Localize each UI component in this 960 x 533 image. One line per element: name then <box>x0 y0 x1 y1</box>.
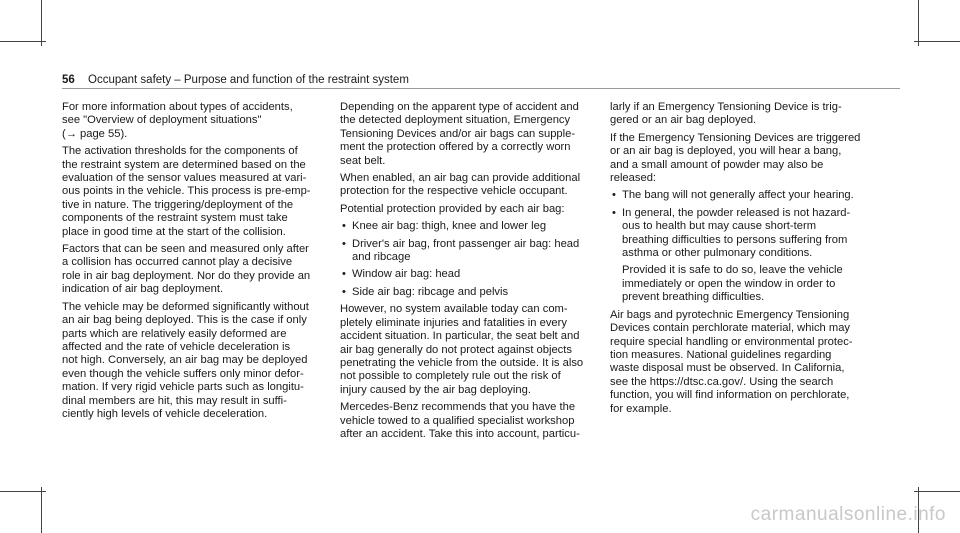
text-line: immediately or open the window in order to <box>622 277 836 290</box>
column-2 <box>340 101 590 441</box>
paragraph <box>340 401 590 441</box>
text-line: • In general, the powder released is not hazard- <box>622 206 851 219</box>
text-line: require special handling or environmental protec- <box>610 335 853 348</box>
watermark: carmanualsonline.info <box>750 504 946 525</box>
text-line: for example. <box>610 402 672 415</box>
text-line: The activation thresholds for the components of <box>62 145 298 158</box>
text-line: accident situation. In particular, the seat belt and <box>340 330 580 343</box>
text-line: Potential protection provided by each air bag: <box>340 202 565 215</box>
text-line: asthma or other pulmonary conditions. <box>622 247 813 260</box>
text-line: If the Emergency Tensioning Devices are triggered <box>610 131 861 144</box>
text-line: However, no system available today can com- <box>340 303 568 316</box>
text-line: Tensioning Devices and/or air bags can supple- <box>340 127 576 140</box>
text-line: penetrating the vehicle from the outside. It is also <box>340 356 584 369</box>
text-line: The vehicle may be deformed significantly without <box>62 300 309 313</box>
text-line: Air bags and pyrotechnic Emergency Tensioning <box>610 308 850 321</box>
text-line: the restraint system are determined based on the <box>62 158 306 171</box>
paragraph <box>610 101 860 128</box>
text-line: Provided it is safe to do so, leave the vehicle <box>622 264 843 277</box>
page-number: 56 <box>62 74 75 86</box>
text-line: seat belt. <box>340 154 386 167</box>
paragraph <box>340 101 590 168</box>
text-line: gered or an air bag deployed. <box>610 114 757 127</box>
text-line: even though the vehicle suffers only minor defor- <box>62 367 304 380</box>
list-item <box>340 220 590 233</box>
indented-paragraph <box>610 264 860 304</box>
text-line: vehicle towed to a qualified specialist workshop <box>340 414 575 427</box>
text-line: (→ page 55). <box>62 127 128 140</box>
text-line: a collision has occurred cannot play a decisive <box>62 256 293 269</box>
text-line: tive in nature. The triggering/deployment of the <box>62 198 294 211</box>
text-line: mation. If very rigid vehicle parts such as longitu- <box>62 381 304 394</box>
crop-mark <box>918 0 919 46</box>
text-line: • Knee air bag: thigh, knee and lower leg <box>352 220 547 233</box>
text-line: see "Overview of deployment situations" <box>62 114 262 127</box>
text-line: released: <box>610 172 657 185</box>
list-item <box>340 268 590 281</box>
header-rule <box>62 88 900 89</box>
text-line: injury caused by the air bag deploying. <box>340 383 531 396</box>
text-line: Factors that can be seen and measured only after <box>62 243 309 256</box>
crop-mark <box>0 491 46 492</box>
text-line: prevent breathing difficulties. <box>622 291 765 304</box>
text-line: dinal members are hit, this may result in suffi- <box>62 394 287 407</box>
text-line: affected and the rate of vehicle deceleration is <box>62 340 291 353</box>
paragraph <box>610 309 860 416</box>
text-line: or an air bag is deployed, you will hear a bang, <box>610 145 842 158</box>
text-line: ment the protection offered by a correctly worn <box>340 141 571 154</box>
text-line: tion measures. National guidelines regarding <box>610 348 832 361</box>
text-line: role in air bag deployment. Nor do they provide an <box>62 269 311 282</box>
text-line: larly if an Emergency Tensioning Device is trig- <box>610 101 842 113</box>
text-line: air bag generally do not protect against objects <box>340 343 572 356</box>
text-line: When enabled, an air bag can provide additional <box>340 172 581 185</box>
list-item <box>610 207 860 261</box>
column-3 <box>610 101 860 416</box>
text-line: after an accident. Take this into account, particu- <box>340 427 580 440</box>
page-header <box>62 74 409 86</box>
text-line: an air bag being deployed. This is the case if only <box>62 314 307 327</box>
paragraph <box>340 172 590 199</box>
text-line: ous points in the vehicle. This process is pre-emp- <box>62 185 311 198</box>
list-item <box>340 238 590 265</box>
text-line: pletely eliminate injuries and fatalities in every <box>340 316 567 329</box>
paragraph <box>62 243 312 297</box>
text-line: and a small amount of powder may also be <box>610 158 824 171</box>
crop-mark <box>41 487 42 533</box>
text-line: indication of air bag deployment. <box>62 283 224 296</box>
list-item <box>340 286 590 299</box>
text-line: For more information about types of accidents, <box>62 101 293 113</box>
text-line: and ribcage <box>352 251 411 264</box>
text-line: see the https://dtsc.ca.gov/. Using the search <box>610 375 834 388</box>
text-line: ciently high levels of vehicle deceleration. <box>62 407 268 420</box>
text-line: waste disposal must be observed. In California, <box>610 362 845 375</box>
text-line: the detected deployment situation, Emergency <box>340 114 571 127</box>
crop-mark <box>41 0 42 46</box>
crop-mark <box>0 41 46 42</box>
text-line: ous to health but may cause short-term <box>622 220 817 233</box>
paragraph <box>340 303 590 397</box>
paragraph <box>610 132 860 186</box>
paragraph <box>340 203 590 216</box>
text-line: not high. Conversely, an air bag may be deployed <box>62 354 308 367</box>
list-item <box>610 189 860 202</box>
paragraph <box>62 101 312 141</box>
text-line: function, you will find information on perchlorate, <box>610 389 850 402</box>
text-line: Devices contain perchlorate material, which may <box>610 322 851 335</box>
column-1 <box>62 101 312 421</box>
text-line: Mercedes-Benz recommends that you have the <box>340 401 576 414</box>
paragraph <box>62 145 312 239</box>
section-title: Occupant safety – Purpose and function of the restraint system <box>88 74 409 86</box>
text-line: not possible to completely rule out the risk of <box>340 370 561 383</box>
text-line: components of the restraint system must take <box>62 212 288 225</box>
text-line: evaluation of the sensor values measured at vari- <box>62 172 307 185</box>
text-line: place in good time at the start of the collision. <box>62 225 286 238</box>
crop-mark <box>914 41 960 42</box>
text-line: • Driver's air bag, front passenger air bag: head <box>352 237 580 250</box>
text-line: protection for the respective vehicle occupant. <box>340 185 568 198</box>
text-line: parts which are relatively easily deformed are <box>62 327 287 340</box>
text-line: Depending on the apparent type of accident and <box>340 101 579 113</box>
text-line: • The bang will not generally affect your hearing. <box>622 189 854 202</box>
text-line: • Window air bag: head <box>352 268 461 281</box>
paragraph <box>62 301 312 422</box>
text-line: breathing difficulties to persons suffering from <box>622 233 848 246</box>
crop-mark <box>914 491 960 492</box>
text-line: • Side air bag: ribcage and pelvis <box>352 285 509 298</box>
